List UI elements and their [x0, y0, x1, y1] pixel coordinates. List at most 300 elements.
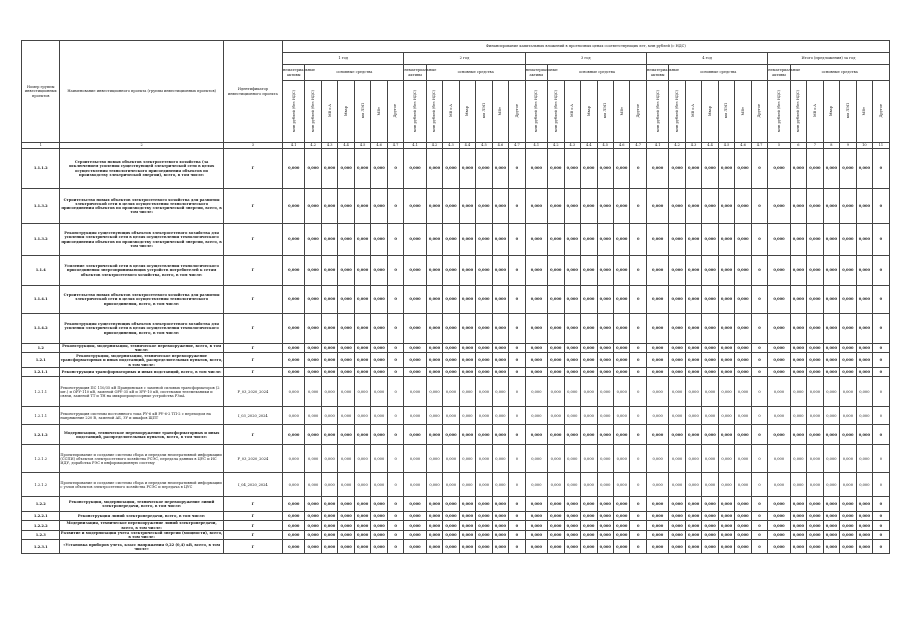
value-cell: 0,000 [354, 512, 370, 521]
value-cell: 0,000 [613, 425, 629, 445]
value-cell: 0,000 [443, 521, 459, 530]
value-cell: 0,000 [492, 189, 508, 224]
value-cell: 0,000 [581, 540, 597, 554]
sub-header-4-1 [646, 81, 668, 143]
sub-header-label: млн рублей (без НДС) [534, 89, 539, 132]
value-cell: 0,000 [525, 473, 547, 497]
value-cell: 0,000 [581, 512, 597, 521]
value-cell: 0,000 [613, 368, 629, 377]
sub-header-label: МВт [377, 106, 381, 116]
value-cell: 0,000 [492, 149, 508, 189]
value-cell: 0,000 [807, 314, 823, 344]
value-cell: 0,000 [404, 314, 426, 344]
value-cell: 0,000 [338, 473, 354, 497]
sub-header-label: км ЛЭП [724, 103, 729, 119]
value-cell: 0,000 [492, 286, 508, 314]
sub-header-5-7 [873, 81, 890, 143]
value-cell: 0,000 [790, 353, 806, 368]
value-cell: 0,000 [597, 540, 613, 554]
value-cell: 0,000 [840, 377, 856, 407]
value-cell: 0,000 [718, 425, 734, 445]
value-cell: 0,000 [735, 149, 751, 189]
value-cell: 0,000 [404, 512, 426, 521]
value-cell: 0,000 [685, 407, 701, 425]
value-cell: 0,000 [305, 540, 321, 554]
value-cell: 0,000 [476, 540, 492, 554]
value-cell: 0,000 [685, 445, 701, 473]
value-cell: 0,000 [685, 224, 701, 256]
value-cell: 0 [630, 473, 646, 497]
value-cell: 0,000 [283, 425, 305, 445]
value-cell: 0,000 [807, 473, 823, 497]
financing-super-header: Финансирование капитальных вложений в прогнозных ценах соответствующих лет, млн рублей (с НДС) [283, 41, 890, 53]
value-cell: 0,000 [718, 368, 734, 377]
id-column-header: Номер группы инвестиционных проектов [22, 41, 60, 143]
sub-header-5-3 [807, 81, 823, 143]
value-cell: 0 [387, 314, 403, 344]
value-cell: 0,000 [840, 512, 856, 521]
sub-header-5-2 [790, 81, 806, 143]
value-cell: 0,000 [646, 314, 668, 344]
value-cell: 0 [630, 377, 646, 407]
sub-header-label: МВ×А [327, 104, 332, 118]
sub-header-1-3 [321, 81, 337, 143]
value-cell: 0,000 [564, 286, 580, 314]
value-cell: 0,000 [443, 353, 459, 368]
value-cell: 0,000 [613, 189, 629, 224]
value-cell: 0,000 [371, 425, 387, 445]
value-cell: 0 [387, 473, 403, 497]
row-code: Г [223, 497, 282, 512]
value-cell: 0,000 [685, 353, 701, 368]
value-cell: 0,000 [305, 149, 321, 189]
table-row [22, 353, 890, 368]
value-cell: 0,000 [338, 540, 354, 554]
value-cell: 0,000 [354, 425, 370, 445]
value-cell: 0,000 [354, 540, 370, 554]
value-cell: 0,000 [702, 540, 718, 554]
value-cell: 0 [873, 368, 890, 377]
value-cell: 0,000 [548, 407, 564, 425]
value-cell: 0,000 [338, 368, 354, 377]
value-cell: 0,000 [702, 286, 718, 314]
value-cell: 0,000 [564, 377, 580, 407]
table-row [22, 368, 890, 377]
value-cell: 0,000 [492, 521, 508, 530]
value-cell: 0 [873, 540, 890, 554]
value-cell: 0,000 [768, 512, 790, 521]
value-cell: 0,000 [807, 497, 823, 512]
name-column-header: Наименование инвестиционного проекта (группы инвестиционных проектов) [60, 41, 223, 143]
value-cell: 0,000 [525, 445, 547, 473]
row-code: F_03_2020_2024 [223, 445, 282, 473]
row-name: Модернизация, техническое перевооружение линий электропередачи, всего, в том числе: [60, 521, 223, 530]
value-cell: 0,000 [426, 286, 442, 314]
value-cell: 0,000 [305, 314, 321, 344]
value-cell: 0,000 [768, 540, 790, 554]
value-cell: 0,000 [807, 353, 823, 368]
value-cell: 0,000 [807, 445, 823, 473]
value-cell: 0,000 [443, 377, 459, 407]
sub-header-5-6 [856, 81, 872, 143]
value-cell: 0,000 [426, 344, 442, 353]
value-cell: 0,000 [371, 224, 387, 256]
value-cell: 0,000 [735, 314, 751, 344]
value-cell: 0,000 [548, 377, 564, 407]
value-cell: 0,000 [564, 407, 580, 425]
value-cell: 0,000 [613, 149, 629, 189]
sub-header-label: млн рублей (без НДС) [412, 89, 417, 132]
value-cell: 0,000 [581, 473, 597, 497]
index-cell: 8 [823, 143, 839, 149]
row-id: 1.2.1.1 [22, 368, 60, 377]
row-name: Реконструкция, модернизация, техническое перевооружение, всего, в том числе: [60, 344, 223, 353]
index-cell: 4.3 [321, 143, 337, 149]
value-cell: 0,000 [525, 189, 547, 224]
value-cell: 0,000 [790, 286, 806, 314]
index-cell: 4.4 [459, 143, 475, 149]
value-cell: 0,000 [354, 344, 370, 353]
value-cell: 0,000 [807, 521, 823, 530]
year-header-3: 3 год [525, 53, 646, 65]
row-name: Строительство новых объектов электросетевого хозяйства (за исключением усиления существующей электрической сети в целях осуществления технологического присоединения объектов по производству электрической энергии), всего, в том числе: [60, 149, 223, 189]
value-cell: 0,000 [790, 512, 806, 521]
value-cell: 0,000 [476, 473, 492, 497]
sub-header-2-2 [426, 81, 442, 143]
value-cell: 0,000 [459, 189, 475, 224]
value-cell: 0,000 [702, 189, 718, 224]
row-code: Г [223, 530, 282, 539]
value-cell: 0,000 [338, 353, 354, 368]
value-cell: 0,000 [856, 473, 872, 497]
value-cell: 0,000 [823, 377, 839, 407]
value-cell: 0,000 [564, 314, 580, 344]
value-cell: 0,000 [807, 149, 823, 189]
value-cell: 0,000 [371, 497, 387, 512]
value-cell: 0,000 [718, 353, 734, 368]
table-row [22, 425, 890, 445]
value-cell: 0,000 [426, 368, 442, 377]
value-cell: 0 [751, 540, 767, 554]
value-cell: 0,000 [548, 540, 564, 554]
value-cell: 0,000 [613, 473, 629, 497]
value-cell: 0 [509, 344, 525, 353]
value-cell: 0 [873, 256, 890, 286]
value-cell: 0,000 [404, 445, 426, 473]
value-cell: 0,000 [840, 425, 856, 445]
value-cell: 0 [873, 149, 890, 189]
value-cell: 0,000 [823, 473, 839, 497]
value-cell: 0 [387, 425, 403, 445]
index-cell: 4.2 [426, 143, 442, 149]
value-cell: 0,000 [613, 512, 629, 521]
value-cell: 0,000 [597, 377, 613, 407]
value-cell: 0,000 [305, 377, 321, 407]
value-cell: 0,000 [768, 256, 790, 286]
sub-header-label: Другое [878, 104, 883, 118]
value-cell: 0,000 [459, 497, 475, 512]
value-cell: 0,000 [613, 353, 629, 368]
value-cell: 0,000 [492, 256, 508, 286]
value-cell: 0,000 [338, 445, 354, 473]
value-cell: 0,000 [807, 540, 823, 554]
year-header-5: Итого (предложения) за год [768, 53, 889, 65]
value-cell: 0,000 [669, 377, 685, 407]
value-cell: 0,000 [718, 530, 734, 539]
fixed-header-2: основные средства [426, 65, 525, 81]
value-cell: 0 [509, 407, 525, 425]
value-cell: 0,000 [321, 224, 337, 256]
value-cell: 0,000 [669, 407, 685, 425]
value-cell: 0,000 [735, 521, 751, 530]
value-cell: 0,000 [321, 530, 337, 539]
value-cell: 0,000 [321, 286, 337, 314]
value-cell: 0,000 [823, 286, 839, 314]
value-cell: 0,000 [443, 530, 459, 539]
value-cell: 0,000 [321, 149, 337, 189]
value-cell: 0 [630, 540, 646, 554]
value-cell: 0,000 [283, 521, 305, 530]
value-cell: 0,000 [283, 445, 305, 473]
value-cell: 0,000 [768, 377, 790, 407]
value-cell: 0,000 [718, 314, 734, 344]
value-cell: 0,000 [492, 344, 508, 353]
value-cell: 0,000 [321, 407, 337, 425]
value-cell: 0,000 [476, 224, 492, 256]
value-cell: 0 [509, 189, 525, 224]
value-cell: 0,000 [581, 368, 597, 377]
value-cell: 0,000 [702, 368, 718, 377]
value-cell: 0,000 [525, 149, 547, 189]
row-id: 1.1.4.2 [22, 314, 60, 344]
value-cell: 0,000 [768, 530, 790, 539]
value-cell: 0,000 [443, 256, 459, 286]
index-cell: 9 [840, 143, 856, 149]
value-cell: 0,000 [492, 473, 508, 497]
value-cell: 0,000 [646, 353, 668, 368]
value-cell: 0,000 [718, 224, 734, 256]
value-cell: 0,000 [613, 286, 629, 314]
value-cell: 0,000 [669, 368, 685, 377]
index-cell: 4.2 [669, 143, 685, 149]
value-cell: 0,000 [685, 149, 701, 189]
row-name: Строительство новых объектов электросетевого хозяйства для развития электрической сети в целях осуществления технологического присоединения объектов по производству электрической энергии, всего, в том числе: [60, 189, 223, 224]
value-cell: 0,000 [702, 445, 718, 473]
value-cell: 0 [630, 425, 646, 445]
value-cell: 0 [387, 521, 403, 530]
value-cell: 0 [630, 286, 646, 314]
value-cell: 0 [873, 497, 890, 512]
value-cell: 0,000 [669, 286, 685, 314]
value-cell: 0 [387, 407, 403, 425]
sub-header-label: МВт [498, 106, 503, 116]
table-row [22, 314, 890, 344]
sub-header-label: км ЛЭП [603, 103, 608, 119]
value-cell: 0,000 [305, 286, 321, 314]
row-name: Строительство новых объектов электросетевого хозяйства для развития электрической сети в целях осуществления технологического присоединения, всего, в том числе: [60, 286, 223, 314]
value-cell: 0,000 [718, 473, 734, 497]
value-cell: 0,000 [823, 353, 839, 368]
value-cell: 0,000 [613, 224, 629, 256]
value-cell: 0,000 [790, 473, 806, 497]
sub-header-4-5 [718, 81, 734, 143]
row-id: 1.1.4.1 [22, 286, 60, 314]
row-name: Реконструкция ПС 110/35 кВ Правдинская с заменой силовых трансформаторов (2 шт.) и ОРУ-110 кВ, заменой ОРУ-35 кВ и ЗРУ-10 кВ, системами телемеханики и связи, заменой ТТ и ТН на микропроцессорные устройства РЗиА [60, 377, 223, 407]
value-cell: 0,000 [768, 344, 790, 353]
value-cell: 0,000 [581, 344, 597, 353]
value-cell: 0,000 [597, 512, 613, 521]
row-id: 1.2.2.2 [22, 521, 60, 530]
value-cell: 0,000 [597, 344, 613, 353]
sub-header-label: Мвар [344, 105, 349, 116]
value-cell: 0,000 [856, 368, 872, 377]
value-cell: 0,000 [426, 521, 442, 530]
value-cell: 0,000 [525, 224, 547, 256]
value-cell: 0,000 [840, 189, 856, 224]
value-cell: 0 [873, 407, 890, 425]
value-cell: 0,000 [443, 189, 459, 224]
value-cell: 0 [387, 445, 403, 473]
value-cell: 0,000 [581, 377, 597, 407]
value-cell: 0,000 [613, 540, 629, 554]
value-cell: 0,000 [790, 314, 806, 344]
value-cell: 0,000 [646, 149, 668, 189]
value-cell: 0,000 [823, 344, 839, 353]
sub-header-label: МВ×А [448, 104, 453, 118]
value-cell: 0 [873, 521, 890, 530]
value-cell: 0,000 [354, 407, 370, 425]
value-cell: 0,000 [768, 314, 790, 344]
value-cell: 0,000 [426, 256, 442, 286]
value-cell: 0,000 [790, 425, 806, 445]
value-cell: 0,000 [305, 344, 321, 353]
value-cell: 0,000 [581, 286, 597, 314]
value-cell: 0,000 [685, 540, 701, 554]
sub-header-2-1 [404, 81, 426, 143]
value-cell: 0,000 [321, 353, 337, 368]
value-cell: 0,000 [685, 497, 701, 512]
value-cell: 0,000 [459, 286, 475, 314]
value-cell: 0,000 [564, 344, 580, 353]
value-cell: 0,000 [283, 497, 305, 512]
value-cell: 0,000 [476, 521, 492, 530]
row-code: I_04_2020_2024 [223, 473, 282, 497]
nonmat-header-2: нематериальные активы [404, 65, 426, 81]
sub-header-label: км ЛЭП [360, 103, 365, 119]
value-cell: 0,000 [597, 407, 613, 425]
value-cell: 0,000 [613, 256, 629, 286]
index-cell: 4.5 [354, 143, 370, 149]
sub-header-1-4 [338, 81, 354, 143]
value-cell: 0,000 [443, 540, 459, 554]
sub-header-4-4 [702, 81, 718, 143]
value-cell: 0 [387, 368, 403, 377]
row-id: 1.2.1.1 [22, 377, 60, 407]
index-cell: 4.1 [283, 143, 305, 149]
value-cell: 0,000 [685, 521, 701, 530]
value-cell: 0,000 [354, 473, 370, 497]
value-cell: 0,000 [856, 314, 872, 344]
value-cell: 0,000 [735, 368, 751, 377]
value-cell: 0,000 [646, 512, 668, 521]
value-cell: 0,000 [597, 256, 613, 286]
value-cell: 0,000 [525, 314, 547, 344]
value-cell: 0,000 [718, 189, 734, 224]
value-cell: 0,000 [702, 497, 718, 512]
value-cell: 0,000 [459, 353, 475, 368]
value-cell: 0,000 [564, 256, 580, 286]
value-cell: 0,000 [371, 149, 387, 189]
value-cell: 0,000 [548, 224, 564, 256]
value-cell: 0,000 [735, 407, 751, 425]
value-cell: 0,000 [459, 314, 475, 344]
value-cell: 0,000 [305, 256, 321, 286]
sub-header-3-6 [613, 81, 629, 143]
value-cell: 0,000 [476, 530, 492, 539]
value-cell: 0,000 [581, 353, 597, 368]
sub-header-label: млн рублей (без НДС) [432, 89, 437, 132]
sub-header-label: Мвар [586, 105, 591, 116]
investment-program-table [21, 40, 890, 554]
value-cell: 0,000 [718, 521, 734, 530]
value-cell: 0 [387, 344, 403, 353]
value-cell: 0,000 [823, 521, 839, 530]
value-cell: 0 [630, 512, 646, 521]
value-cell: 0,000 [613, 377, 629, 407]
value-cell: 0 [751, 149, 767, 189]
value-cell: 0,000 [321, 512, 337, 521]
sub-header-label: млн рублей (без НДС) [291, 89, 296, 132]
row-name: Реконструкция системы постоянного тока РУ-6 кВ РУ-6-2 ТП-2 с переходом на напряжение 220 В, заменой АБ, ЗУ и шкафов ЩПТ [60, 407, 223, 425]
value-cell: 0,000 [404, 407, 426, 425]
index-cell: 2 [60, 143, 223, 149]
value-cell: 0,000 [459, 445, 475, 473]
value-cell: 0,000 [613, 521, 629, 530]
index-cell: 4.7 [387, 143, 403, 149]
value-cell: 0 [630, 344, 646, 353]
value-cell: 0,000 [404, 353, 426, 368]
value-cell: 0,000 [354, 521, 370, 530]
value-cell: 0,000 [646, 497, 668, 512]
value-cell: 0,000 [840, 149, 856, 189]
index-cell: 4.3 [564, 143, 580, 149]
value-cell: 0,000 [597, 314, 613, 344]
value-cell: 0,000 [735, 497, 751, 512]
value-cell: 0,000 [476, 286, 492, 314]
sub-header-2-6 [492, 81, 508, 143]
value-cell: 0,000 [476, 445, 492, 473]
value-cell: 0,000 [426, 530, 442, 539]
value-cell: 0,000 [768, 368, 790, 377]
value-cell: 0,000 [613, 407, 629, 425]
value-cell: 0,000 [685, 286, 701, 314]
value-cell: 0,000 [790, 256, 806, 286]
value-cell: 0,000 [492, 530, 508, 539]
value-cell: 0,000 [283, 368, 305, 377]
index-cell: 4.4 [581, 143, 597, 149]
value-cell: 0,000 [790, 445, 806, 473]
index-cell: 4.7 [630, 143, 646, 149]
sub-header-label: Мвар [465, 105, 470, 116]
row-id: 1.2.1.2 [22, 445, 60, 473]
value-cell: 0,000 [305, 224, 321, 256]
value-cell: 0,000 [564, 497, 580, 512]
value-cell: 0,000 [564, 521, 580, 530]
value-cell: 0,000 [354, 497, 370, 512]
sub-header-3-3 [564, 81, 580, 143]
value-cell: 0,000 [548, 368, 564, 377]
value-cell: 0,000 [840, 407, 856, 425]
